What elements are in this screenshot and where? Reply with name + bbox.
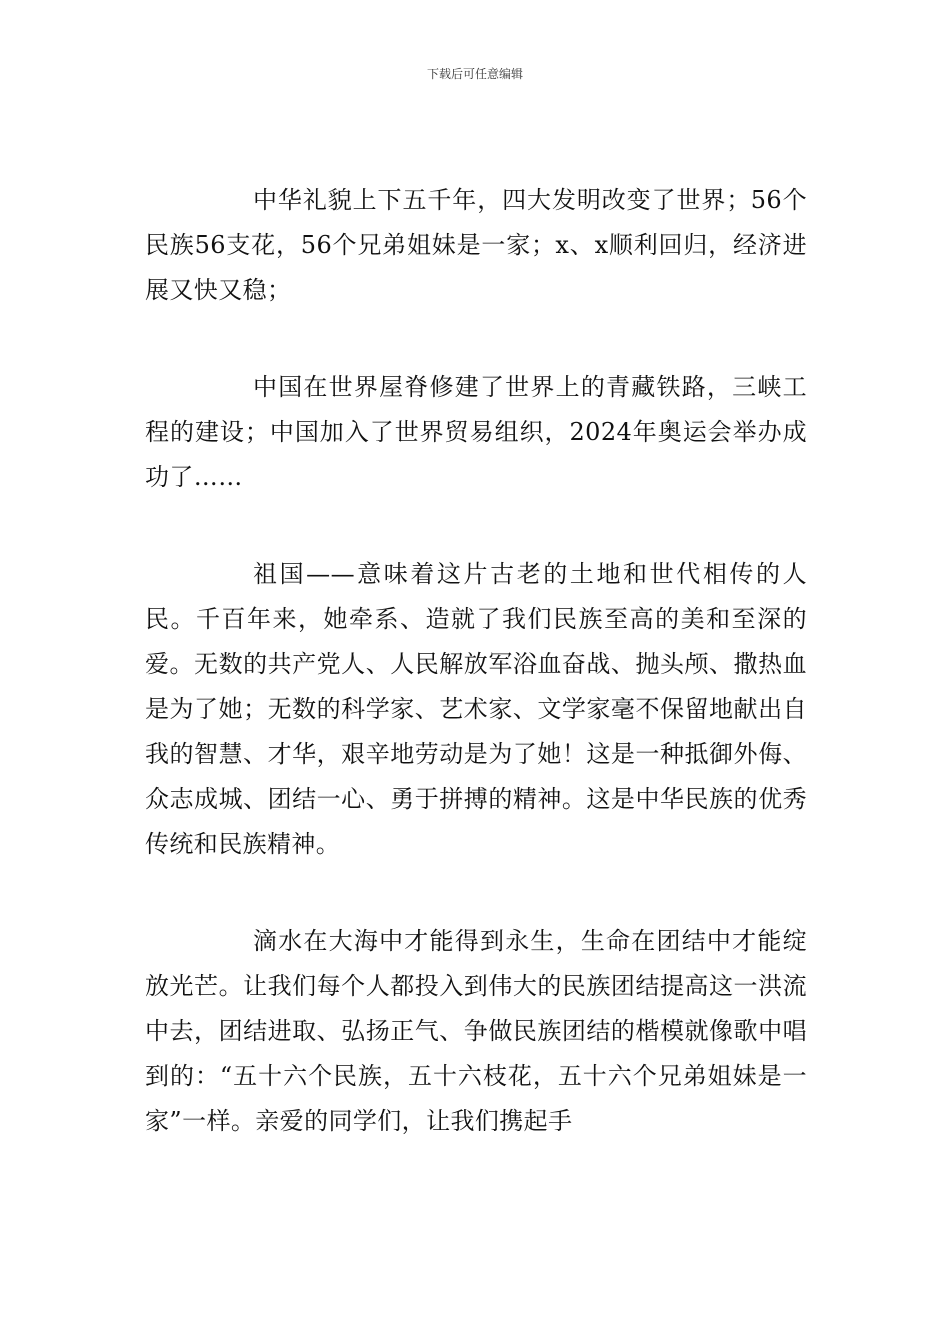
paragraph-1: 中华礼貌上下五千年，四大发明改变了世界；56个民族56支花，56个兄弟姐妹是一家；x、x顺利回归，经济进展又快又稳； [145, 186, 807, 304]
page-header: 下载后可任意编辑 [426, 67, 523, 81]
paragraph-2: 中国在世界屋脊修建了世界上的青藏铁路，三峡工程的建设；中国加入了世界贸易组织，2024年奥运会举办成功了…… [145, 373, 807, 491]
paragraph-4: 滴水在大海中才能得到永生，生命在团结中才能绽放光芒。让我们每个人都投入到伟大的民族团结提高这一洪流中去，团结进取、弘扬正气、争做民族团结的楷模就像歌中唱到的：“五十六个民族，五十六枝花，五十六个兄弟姐妹是一家”一样。亲爱的同学们，让我们携起手 [145, 927, 807, 1135]
document-body [145, 178, 807, 1196]
paragraph-3: 祖国——意味着这片古老的土地和世代相传的人民。千百年来，她牵系、造就了我们民族至高的美和至深的爱。无数的共产党人、人民解放军浴血奋战、抛头颅、撒热血是为了她；无数的科学家、艺术家、文学家毫不保留地献出自我的智慧、才华，艰辛地劳动是为了她！这是一种抵御外侮、众志成城、团结一心、勇于拼搏的精神。这是中华民族的优秀传统和民族精神。 [145, 560, 807, 858]
